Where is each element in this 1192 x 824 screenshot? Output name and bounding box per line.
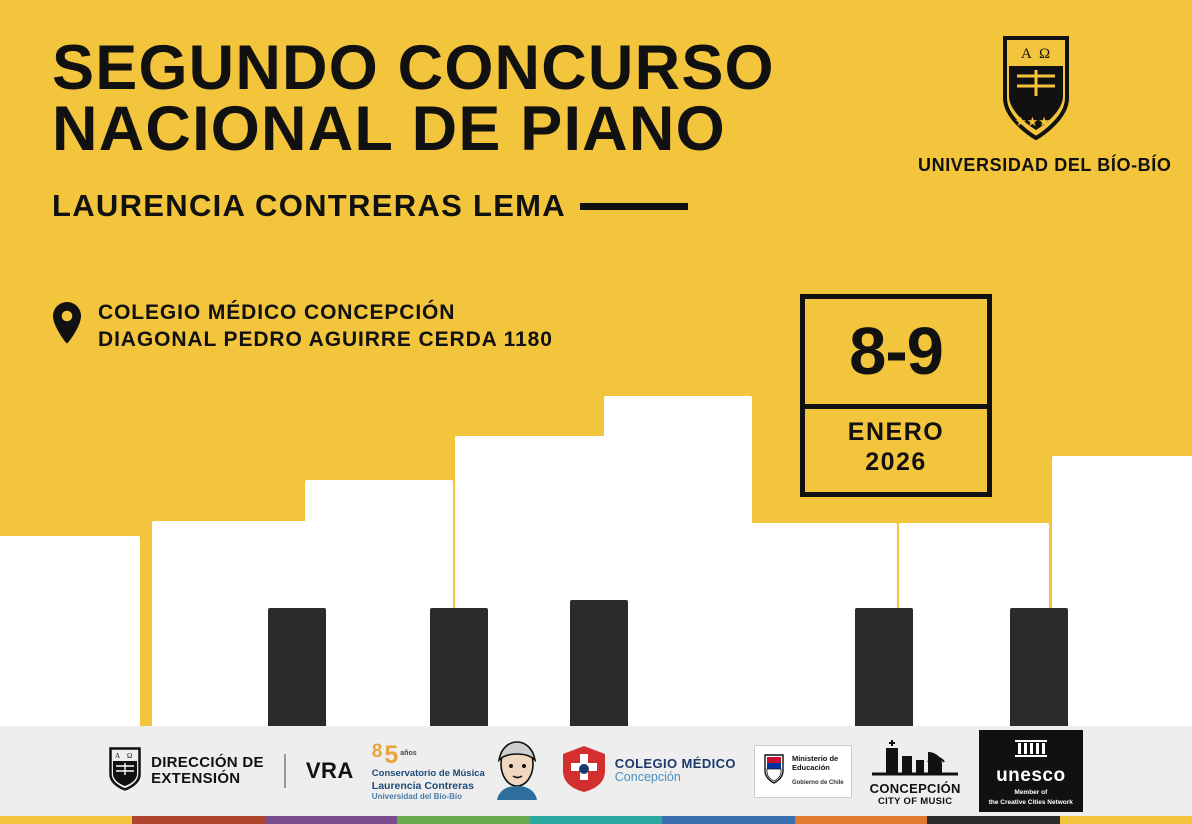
ministerio-line-3: Gobierno de Chile — [791, 780, 844, 787]
unesco-sub-2: the Creative Cities Network — [988, 798, 1073, 806]
svg-text:Ω: Ω — [1039, 46, 1051, 62]
title-line-1: SEGUNDO CONCURSO — [52, 33, 775, 103]
concepcion-skyline-icon — [872, 736, 958, 781]
ministerio-line-1: Ministerio de — [791, 753, 839, 763]
badge-anios: años — [400, 749, 417, 757]
black-key — [570, 600, 628, 728]
logo-concepcion-city-of-music — [870, 736, 961, 807]
white-key — [0, 536, 140, 728]
black-key — [1010, 608, 1068, 728]
svg-text:A: A — [115, 751, 121, 760]
logo-ministerio-educacion — [754, 745, 852, 798]
conservatorio-line-1: Conservatorio de Música — [371, 768, 485, 780]
color-strip-segment — [795, 816, 927, 824]
logo-colegio-medico — [561, 745, 736, 798]
logo-unesco — [979, 730, 1083, 813]
poster-subtitle: LAURENCIA CONTRERAS LEMA — [52, 188, 566, 224]
conservatorio-line-3: Universidad del Bío-Bío — [371, 792, 463, 802]
date-month: ENERO — [847, 418, 945, 446]
color-strip-segment — [662, 816, 794, 824]
subtitle-row — [52, 188, 912, 224]
woman-portrait-icon — [491, 738, 543, 805]
date-box — [800, 294, 992, 497]
svg-text:★★★: ★★★ — [1015, 114, 1050, 129]
colegio-line-2: Concepción — [614, 770, 681, 785]
sponsor-footer — [0, 726, 1192, 816]
ubb-crest-icon — [109, 747, 141, 796]
extension-text — [151, 755, 264, 787]
conservatorio-anniversary-badge — [372, 741, 485, 770]
university-name: UNIVERSIDAD DEL BÍO-BÍO — [918, 155, 1172, 175]
svg-text:A: A — [1021, 46, 1032, 62]
chile-coat-of-arms-icon — [762, 751, 786, 792]
ministerio-line-2: Educación — [791, 762, 830, 772]
venue-line-2: DIAGONAL PEDRO AGUIRRE CERDA 1180 — [98, 327, 553, 351]
colegio-line-1: COLEGIO MÉDICO — [614, 755, 736, 771]
color-strip-segment — [1060, 816, 1192, 824]
piano-keys-graphic — [0, 298, 1192, 728]
black-key — [430, 608, 488, 728]
concepcion-line-2: CITY OF MUSIC — [877, 795, 953, 807]
venue-block — [52, 300, 553, 354]
extension-line-1: DIRECCIÓN DE — [151, 754, 264, 772]
svg-text:Ω: Ω — [127, 751, 133, 760]
date-days: 8-9 — [805, 299, 987, 409]
logo-divider — [284, 754, 286, 788]
medical-cross-icon — [561, 745, 607, 798]
black-key — [268, 608, 326, 728]
date-month-year — [805, 409, 987, 492]
white-key — [1052, 456, 1192, 728]
colegio-text — [615, 757, 736, 785]
black-key — [855, 608, 913, 728]
color-strip-segment — [0, 816, 132, 824]
university-crest-block — [918, 36, 1172, 176]
date-year: 2026 — [865, 447, 927, 476]
color-strip-segment — [927, 816, 1059, 824]
logo-conservatorio — [372, 738, 543, 805]
venue-line-1: COLEGIO MÉDICO CONCEPCIÓN — [98, 301, 456, 324]
unesco-temple-icon — [1013, 736, 1049, 763]
conservatorio-line-2: Laurencia Contreras — [371, 780, 474, 793]
extension-line-2: EXTENSIÓN — [151, 770, 241, 787]
poster-headline — [52, 33, 912, 224]
location-pin-icon — [52, 302, 82, 349]
badge-digit-8: 8 — [371, 740, 383, 762]
venue-text — [98, 300, 553, 354]
logo-direccion-extension — [109, 747, 354, 796]
ministerio-text — [792, 755, 844, 787]
color-strip-segment — [132, 816, 264, 824]
vra-label: VRA — [305, 758, 354, 783]
title-line-2: NACIONAL DE PIANO — [52, 94, 726, 165]
unesco-name: unesco — [996, 764, 1066, 786]
color-strip-segment — [530, 816, 662, 824]
conservatorio-text — [372, 741, 485, 802]
color-strip-segment — [265, 816, 397, 824]
concepcion-line-1: CONCEPCIÓN — [869, 780, 961, 796]
badge-digit-5: 5 — [384, 740, 399, 769]
bottom-color-strip — [0, 816, 1192, 824]
subtitle-rule — [580, 203, 688, 210]
color-strip-segment — [397, 816, 529, 824]
ubb-crest-icon — [1003, 46, 1069, 144]
unesco-sub-1: Member of — [1014, 788, 1048, 796]
